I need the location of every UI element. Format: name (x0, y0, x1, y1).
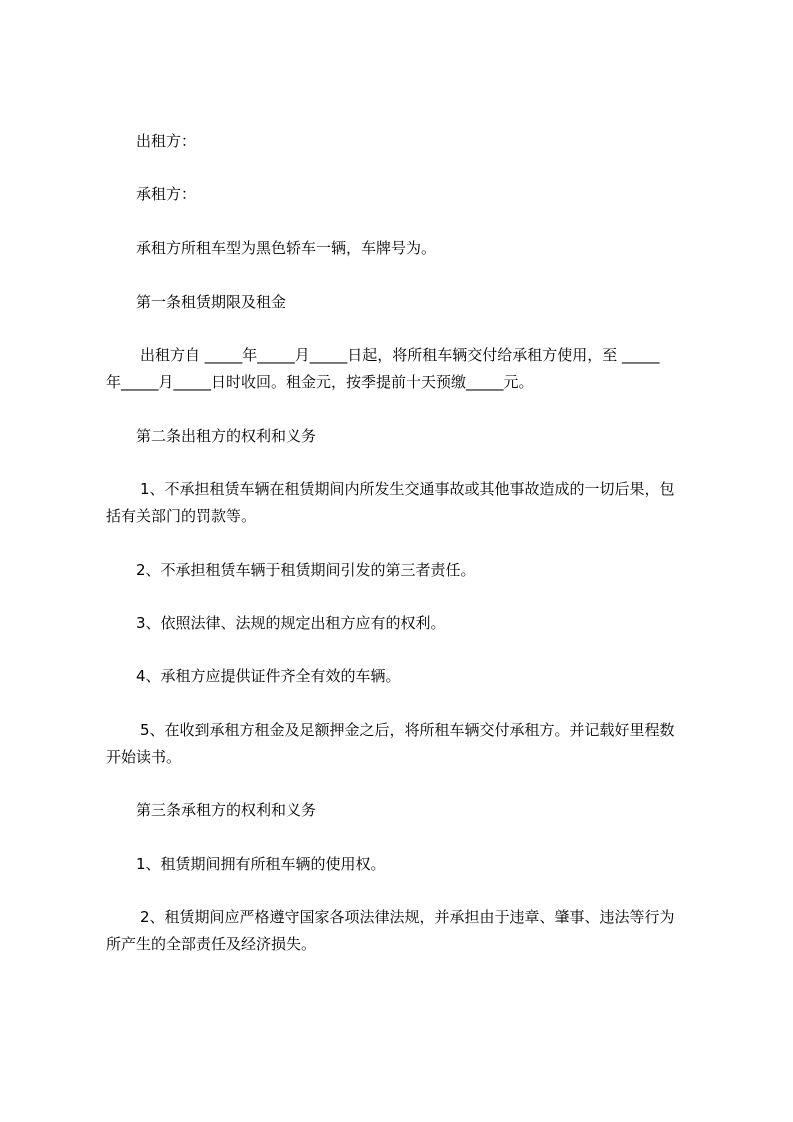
article1-heading: 第一条租赁期限及租金 (136, 293, 287, 311)
vehicle-statement: 承租方所租车型为黑色轿车一辆，车牌号为。 (136, 239, 437, 257)
article3-item1: 1、租赁期间拥有所租车辆的使用权。 (136, 855, 386, 873)
article2-item1-line1: 1、不承担租赁车辆在租赁期间内所发生交通事故或其他事故造成的一切后果，包 (140, 480, 675, 498)
lessee-label: 承租方： (136, 185, 197, 203)
article2-item5-line1: 5、在收到承租方租金及足额押金之后，将所租车辆交付承租方。并记载好里程数 (140, 721, 675, 739)
article3-heading: 第三条承租方的权利和义务 (136, 801, 317, 819)
article1-paragraph-line2: 年_____月_____日时收回。租金元，按季提前十天预缴_____元。 (106, 373, 534, 391)
lessor-label: 出租方： (136, 132, 197, 150)
article2-item2: 2、不承担租赁车辆于租赁期间引发的第三者责任。 (136, 561, 476, 579)
article2-heading: 第二条出租方的权利和义务 (136, 427, 317, 445)
article3-item2-line1: 2、租赁期间应严格遵守国家各项法律法规，并承担由于违章、肇事、违法等行为 (140, 908, 675, 926)
article2-item4: 4、承租方应提供证件齐全有效的车辆。 (136, 667, 401, 685)
article3-item2-line2: 所产生的全部责任及经济损失。 (106, 935, 317, 953)
article2-item3: 3、依照法律、法规的规定出租方应有的权利。 (136, 614, 446, 632)
article2-item1-line2: 括有关部门的罚款等。 (106, 507, 257, 525)
article1-paragraph-line1: 出租方自 _____年_____月_____日起，将所租车辆交付给承租方使用，至 _____ (140, 346, 660, 364)
article2-item5-line2: 开始读书。 (106, 748, 182, 766)
